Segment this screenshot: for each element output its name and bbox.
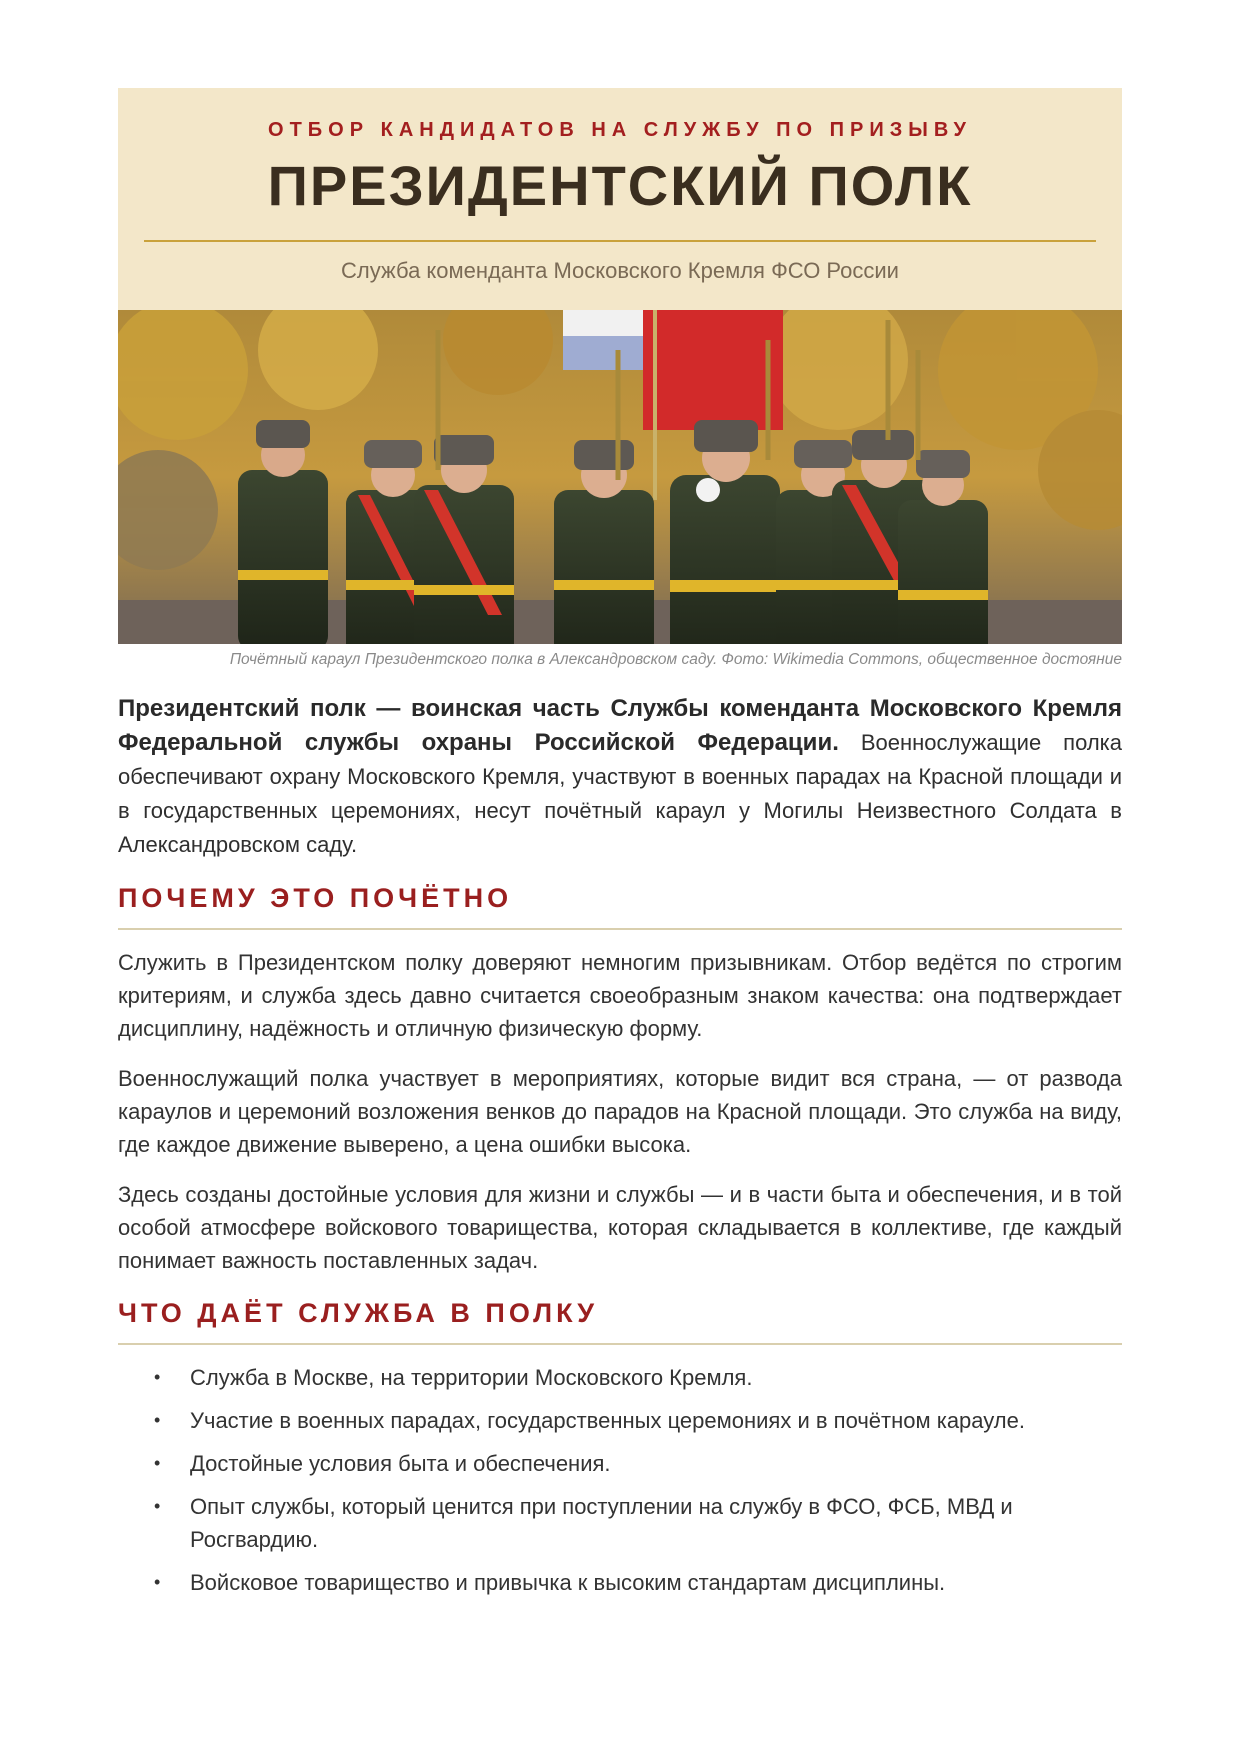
- header-divider: [144, 240, 1096, 242]
- benefits-list: [118, 1361, 1122, 1599]
- bullet-icon: •: [154, 1496, 161, 1516]
- list-item: [154, 1566, 1122, 1599]
- list-item-text: Опыт службы, который ценится при поступлении на службу в ФСО, ФСБ, МВД и Росгвардию.: [190, 1494, 1013, 1552]
- section-benefits-title: ЧТО ДАЁТ СЛУЖБА В ПОЛКУ: [118, 1297, 1122, 1345]
- page-subtitle: Служба коменданта Московского Кремля ФСО России: [341, 258, 899, 283]
- kicker-text: ОТБОР КАНДИДАТОВ НА СЛУЖБУ ПО ПРИЗЫВУ: [268, 119, 972, 141]
- list-item: [154, 1404, 1122, 1437]
- header-banner: [118, 88, 1122, 310]
- section-why-honorable-title: ПОЧЕМУ ЭТО ПОЧЁТНО: [118, 882, 1122, 930]
- list-item: [154, 1447, 1122, 1480]
- intro-text: Военнослужащие полка обеспечивают охрану Московского Кремля, участвуют в военных парадах на Красной площади и в государственных церемониях, несут почётный караул у Могилы Неизвестного Солдата в Александровском саду.: [118, 730, 1122, 857]
- list-item-text: Войсковое товарищество и привычка к высоким стандартам дисциплины.: [190, 1570, 946, 1595]
- list-item: [154, 1490, 1122, 1556]
- bullet-icon: •: [154, 1410, 161, 1430]
- photo-caption: Почётный караул Президентского полка в Александровском саду. Фото: Wikimedia Commons, общественное достояние: [229, 651, 1122, 668]
- list-item: [154, 1361, 1122, 1394]
- honor-guard-photo: [118, 310, 1122, 644]
- section1-paragraph-1: Служить в Президентском полку доверяют немногим призывникам. Отбор ведётся по строгим критериям, и служба здесь давно считается своеобразным знаком качества: она подтверждает дисциплину, надёжность и отличную физическую форму.: [118, 950, 1122, 1041]
- bullet-icon: •: [154, 1453, 161, 1473]
- list-item-text: Участие в военных парадах, государственных церемониях и в почётном карауле.: [190, 1408, 1025, 1433]
- page-title: ПРЕЗИДЕНТСКИЙ ПОЛК: [267, 154, 973, 217]
- list-item-text: Служба в Москве, на территории Московского Кремля.: [190, 1365, 753, 1390]
- intro-strong: Президентский полк — воинская часть Службы коменданта Московского Кремля Федеральной службы охраны Российской Федерации.: [118, 695, 1122, 756]
- flyer-page: [118, 88, 1122, 1609]
- section1-paragraph-2: Военнослужащий полка участвует в мероприятиях, которые видит вся страна, — от развода караулов и церемоний возложения венков до парадов на Красной площади. Это служба на виду, где каждое движение выверено, а цена ошибки высока.: [118, 1066, 1122, 1157]
- bullet-icon: •: [154, 1572, 161, 1592]
- list-item-text: Достойные условия быта и обеспечения.: [190, 1451, 611, 1476]
- intro-paragraph: [118, 692, 1122, 862]
- bullet-icon: •: [154, 1367, 161, 1387]
- section1-paragraph-3: Здесь созданы достойные условия для жизни и службы — и в части быта и обеспечения, и в той особой атмосфере войскового товарищества, которая складывается в коллективе, где каждый понимает важность поставленных задач.: [118, 1182, 1122, 1273]
